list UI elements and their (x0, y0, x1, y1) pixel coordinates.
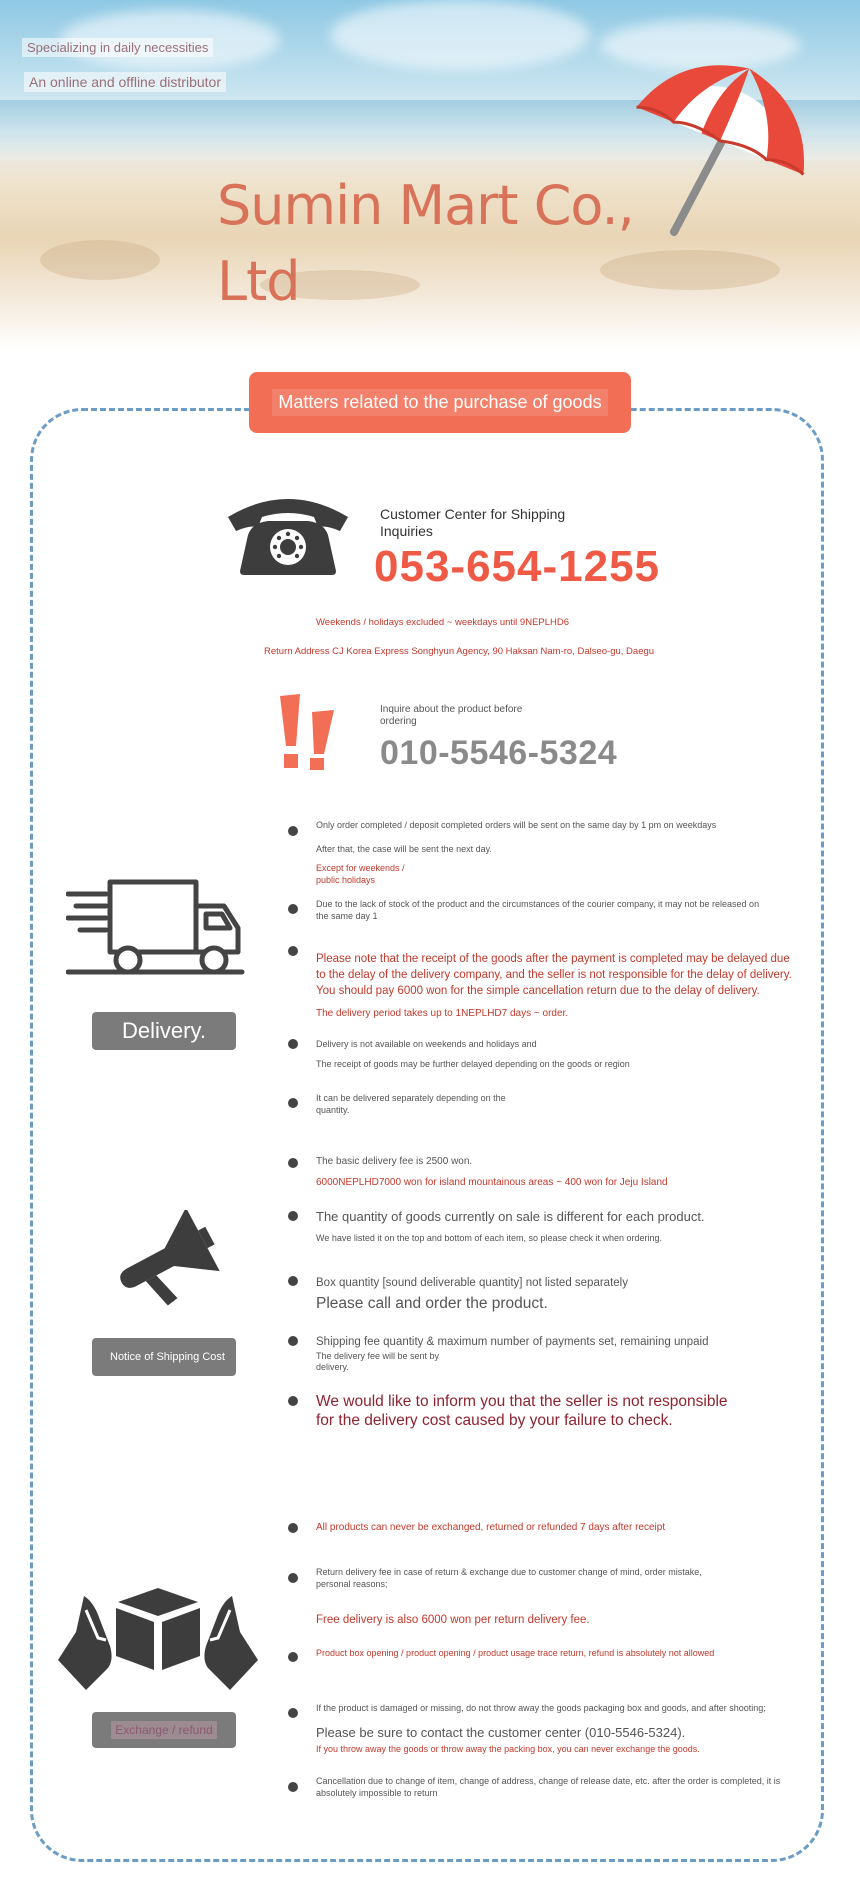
return-address: Return Address CJ Korea Express Songhyun Agency, 90 Haksan Nam-ro, Dalseo-gu, Daegu (264, 646, 655, 657)
delivery-item-3-line-2: You should pay 6000 won for the simple cancellation return due to the delay of delivery. (316, 985, 760, 997)
telephone-icon (222, 487, 354, 577)
delivery-item-1-line-3: Except for weekends / (316, 863, 405, 873)
exchange-item-5: Cancellation due to change of item, change of address, change of release date, etc. after the order is completed, it is absolutely impossible to return (316, 1776, 781, 1798)
shipping-item-1-line-1: The basic delivery fee is 2500 won. (316, 1156, 473, 1167)
megaphone-icon (108, 1210, 220, 1310)
shipping-item-1-line-2: 6000NEPLHD7000 won for island mountainous areas ~ 400 won for Jeju Island (316, 1177, 668, 1188)
customer-center-label: Customer Center for Shipping Inquiries (380, 506, 566, 539)
delivery-item-3-line-3: The delivery period takes up to 1NEPLHD7 days ~ order. (316, 1008, 569, 1019)
exchange-item-3: Product box opening / product opening / product usage trace return, refund is absolutely not allowed (316, 1648, 715, 1658)
bullet-point (288, 1708, 298, 1718)
bullet-point (288, 1211, 298, 1221)
delivery-item-1-line-2: After that, the case will be sent the next day. (316, 844, 492, 854)
delivery-item-1-line-1: Only order completed / deposit completed orders will be sent on the same day by 1 pm on weekdays (316, 820, 717, 830)
shipping-item-2-line-1: The quantity of goods currently on sale is different for each product. (316, 1209, 705, 1224)
tagline-daily-necessities: Specializing in daily necessities (22, 38, 213, 57)
shipping-item-5: We would like to inform you that the seller is not responsible for the delivery cost caused by your failure to check. (316, 1393, 728, 1429)
exchange-item-1: All products can never be exchanged, returned or refunded 7 days after receipt (316, 1522, 666, 1533)
bullet-point (288, 1523, 298, 1533)
bullet-point (288, 1276, 298, 1286)
bullet-point (288, 1158, 298, 1168)
delivery-item-4-line-2: The receipt of goods may be further delayed depending on the goods or region (316, 1059, 630, 1069)
shipping-cost-label: Notice of Shipping Cost (92, 1338, 236, 1376)
business-hours-note: Weekends / holidays excluded ~ weekdays until 9NEPLHD6 (316, 617, 570, 628)
bullet-point (288, 1336, 298, 1346)
shipping-item-3-line-2: Please call and order the product. (316, 1295, 548, 1312)
delivery-item-1-line-4: public holidays (316, 875, 376, 885)
shipping-item-4-line-1: Shipping fee quantity & maximum number of payments set, remaining unpaid (316, 1336, 709, 1348)
double-exclamation-icon (276, 692, 338, 772)
exchange-refund-label (92, 1712, 236, 1748)
exchange-item-4-line-2: Please be sure to contact the customer center (010-5546-5324). (316, 1725, 686, 1740)
bullet-point (288, 1782, 298, 1792)
delivery-item-4-line-1: Delivery is not available on weekends and holidays and (316, 1039, 537, 1049)
shipping-item-2-line-2: We have listed it on the top and bottom of each item, so please check it when ordering. (316, 1233, 663, 1243)
bullet-point (288, 1652, 298, 1662)
delivery-truck-icon (66, 876, 246, 978)
hero-banner (0, 0, 860, 350)
delivery-label: Delivery. (92, 1012, 236, 1050)
exchange-item-4-line-1: If the product is damaged or missing, do not throw away the goods packaging box and goods, and after shooting; (316, 1703, 766, 1713)
bullet-point (288, 904, 298, 914)
shipping-item-4-line-3: delivery. (316, 1362, 349, 1372)
beach-umbrella-icon (616, 56, 806, 236)
bullet-point (288, 1098, 298, 1108)
delivery-item-2: Due to the lack of stock of the product and the circumstances of the courier company, it may not be released on the same day 1 (316, 899, 760, 921)
tagline-distributor: An online and offline distributor (24, 72, 226, 92)
bullet-point (288, 946, 298, 956)
exchange-item-2-line-2: Free delivery is also 6000 won per return delivery fee. (316, 1614, 590, 1626)
pre-order-inquiry-phone[interactable]: 010-5546-5324 (380, 734, 618, 772)
delivery-item-3-line-1: Please note that the receipt of the goods after the payment is completed may be delayed due to the delay of the delivery company, and the seller is not responsible for the delay of delivery. (316, 953, 792, 981)
customer-center-phone[interactable]: 053-654-1255 (374, 542, 661, 591)
bullet-point (288, 826, 298, 836)
pre-order-inquiry-label: Inquire about the product before ordering (380, 704, 523, 727)
section-title-text: Matters related to the purchase of goods (272, 389, 607, 416)
bullet-point (288, 1573, 298, 1583)
brand-title: Sumin Mart Co., Ltd (217, 174, 634, 313)
cloud-decoration (330, 0, 590, 70)
shipping-item-4-line-2: The delivery fee will be sent by (316, 1351, 440, 1361)
section-title (249, 372, 631, 433)
bullet-point (288, 1039, 298, 1049)
exchange-item-4-line-3: If you throw away the goods or throw away the packing box, you can never exchange the goods. (316, 1744, 700, 1754)
bullet-point (288, 1396, 298, 1406)
exchange-item-2-line-1: Return delivery fee in case of return & exchange due to customer change of mind, order mistake, personal reasons; (316, 1567, 702, 1589)
box-in-hands-icon (56, 1584, 260, 1690)
delivery-item-5: It can be delivered separately depending on the quantity. (316, 1093, 506, 1115)
sand-texture (40, 240, 160, 280)
shipping-item-3-line-1: Box quantity [sound deliverable quantity] not listed separately (316, 1277, 628, 1289)
exchange-refund-label-text: Exchange / refund (111, 1721, 216, 1739)
